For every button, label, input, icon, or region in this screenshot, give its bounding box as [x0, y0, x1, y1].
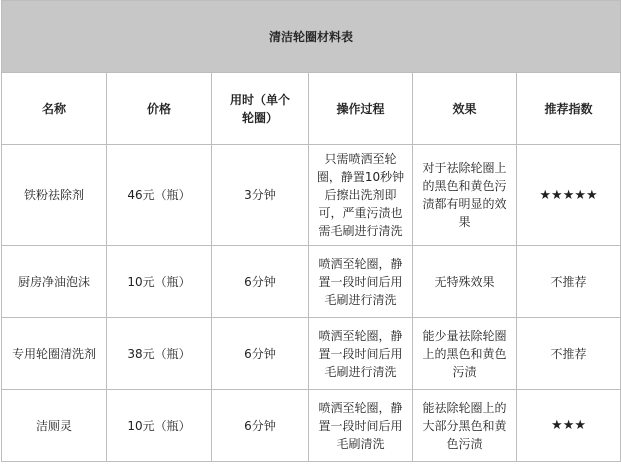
rating-stars: ★★★★★ [539, 187, 598, 203]
table-row [2, 318, 621, 390]
cell-rating: 不推荐 [517, 318, 621, 390]
cell-price: 10元（瓶） [107, 246, 212, 318]
cell-effect-text: 无特殊效果 [434, 274, 495, 289]
cell-name: 专用轮圈清洗剂 [2, 318, 107, 390]
header-time-label: 用时（单个轮圈） [229, 92, 290, 125]
cell-effect-text: 对于祛除轮圈上的黑色和黄色污渍都有明显的效果 [422, 161, 507, 229]
cell-name: 铁粉祛除剂 [2, 145, 107, 246]
table-row [2, 246, 621, 318]
header-price: 价格 [107, 73, 212, 145]
cell-price: 46元（瓶） [107, 145, 212, 246]
cell-price: 10元（瓶） [107, 390, 212, 462]
cell-rating: 不推荐 [517, 246, 621, 318]
cell-process-text: 喷洒至轮圈，静置一段时间后用毛刷清洗 [318, 400, 403, 451]
cell-effect [413, 246, 517, 318]
cell-process-text: 喷洒至轮圈，静置一段时间后用毛刷进行清洗 [318, 256, 403, 307]
rating-stars: ★★★ [551, 418, 587, 433]
cell-process [309, 390, 413, 462]
header-process: 操作过程 [309, 73, 413, 145]
cell-time: 6分钟 [212, 318, 309, 390]
cell-process-text: 只需喷洒至轮圈，静置10秒钟后擦出洗剂即可，严重污渍也需毛刷进行清洗 [316, 152, 405, 238]
table-title-row [2, 1, 621, 73]
header-name: 名称 [2, 73, 107, 145]
cell-effect [413, 390, 517, 462]
cell-process [309, 246, 413, 318]
cell-effect [413, 318, 517, 390]
cell-effect-text: 能少量祛除轮圈上的黑色和黄色污渍 [422, 328, 507, 379]
cell-name: 厨房净油泡沫 [2, 246, 107, 318]
cell-time: 6分钟 [212, 390, 309, 462]
cleaning-materials-table [1, 0, 621, 462]
cell-time: 3分钟 [212, 145, 309, 246]
header-rating: 推荐指数 [517, 73, 621, 145]
cell-name: 洁厕灵 [2, 390, 107, 462]
cell-time: 6分钟 [212, 246, 309, 318]
table-row [2, 145, 621, 246]
cell-rating [517, 145, 621, 246]
table-row [2, 390, 621, 462]
header-effect: 效果 [413, 73, 517, 145]
cell-process-text: 喷洒至轮圈，静置一段时间后用毛刷进行清洗 [318, 328, 403, 379]
cell-process [309, 145, 413, 246]
cell-effect [413, 145, 517, 246]
table-title: 清洁轮圈材料表 [2, 1, 621, 73]
cell-price: 38元（瓶） [107, 318, 212, 390]
cell-effect-text: 能祛除轮圈上的大部分黑色和黄色污渍 [422, 400, 507, 451]
cell-process [309, 318, 413, 390]
header-time [212, 73, 309, 145]
cell-rating [517, 390, 621, 462]
table-header-row [2, 73, 621, 145]
